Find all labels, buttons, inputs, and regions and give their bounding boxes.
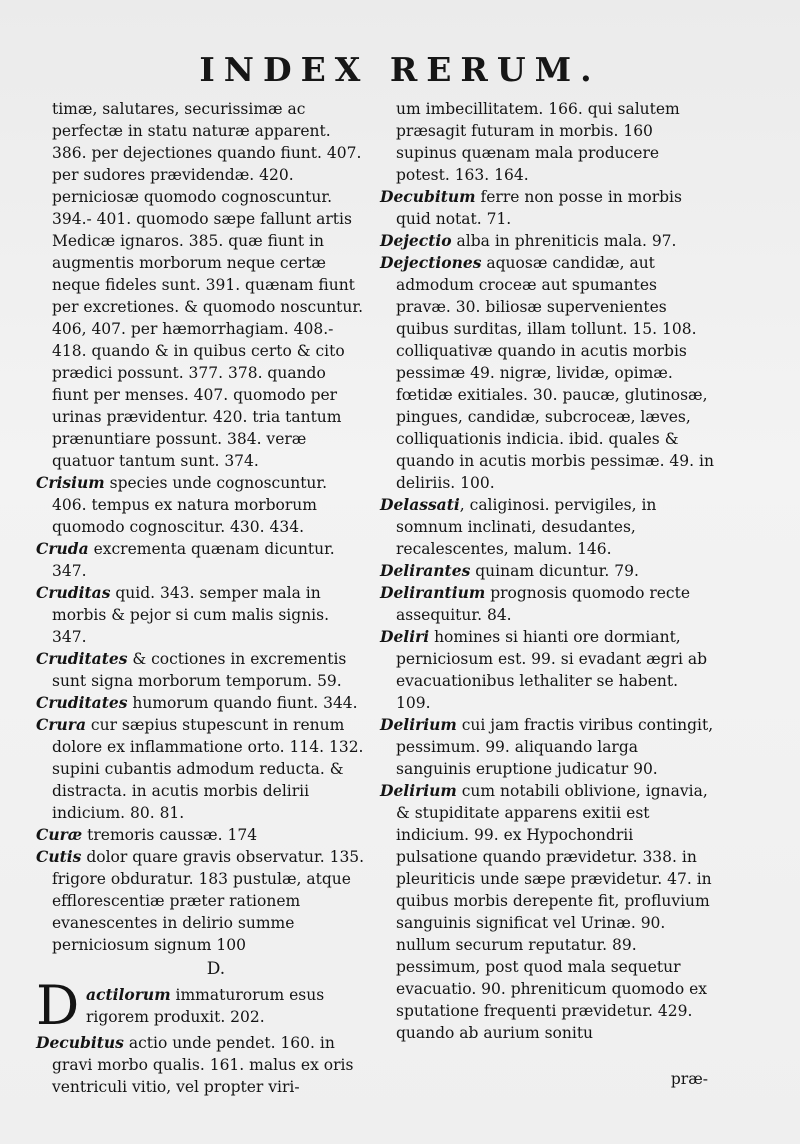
page-title: INDEX RERUM. (199, 50, 601, 89)
entry-headword: Crisium (36, 473, 105, 492)
index-entry (380, 626, 714, 714)
entry-headword: Cruditates (36, 693, 128, 712)
entry-headword: Delassati (380, 495, 460, 514)
left-entry-list-after (36, 1032, 366, 1098)
entry-text: cum notabili oblivione, ignavia, & stupiditate apparens exitii est indicium. 99. ex Hypochondrii pulsatione quando prævidetur. 338. in pleuriticis unde sæpe prævidetur. 47. in quibus morbis derepente fit, profluvium sanguinis significat vel Urinæ. 90. nullum securum reputatur. 89. pessimum, post quod mala sequetur evacuatio. 90. phreniticum quomodo ex sputatione frequenti prævidetur. 429. quando ab aurium sonitu (396, 782, 712, 1042)
entry-text: alba in phreniticis mala. 97. (451, 232, 677, 250)
entry-text: excrementa quænam dicuntur. 347. (52, 540, 335, 580)
index-entry (36, 714, 366, 824)
index-entry (36, 472, 366, 538)
index-entry (36, 824, 366, 846)
entry-text: dolor quare gravis observatur. 135. frigore obduratur. 183 pustulæ, atque efflorescentiæ præter rationem evanescentes in delirio summe perniciosum signum 100 (52, 848, 365, 954)
index-entry (36, 648, 366, 692)
index-entry (36, 538, 366, 582)
entry-headword: Crura (36, 715, 86, 734)
entry-text: aquosæ candidæ, aut admodum croceæ aut spumantes pravæ. 30. biliosæ supervenientes quibus surditas, illam tollunt. 15. 108. colliquativæ quando in acutis morbis pessimæ 49. nigræ, lividæ, opimæ. fœtidæ exitiales. 30. paucæ, glutinosæ, pingues, candidæ, subcroceæ, læves, colliquationis indicia. ibid. quales & quando in acutis morbis pessimæ. 49. in deliriis. 100. (396, 254, 714, 492)
entry-text: & coctiones in excrementis sunt signa morborum temporum. 59. (52, 650, 347, 690)
entry-text: immaturorum esus rigorem produxit. 202. (86, 986, 325, 1026)
entry-headword: Cruditates (36, 649, 128, 668)
entry-text: quid. 343. semper mala in morbis & pejor si cum malis signis. 347. (52, 584, 330, 646)
entry-headword: Cutis (36, 847, 82, 866)
continued-entry: timæ, salutares, securissimæ ac perfectæ in statu naturæ apparent. 386. per dejectiones quando fiunt. 407. per sudores prævidendæ. 420. perniciosæ quomodo cognoscuntur. 394.- 401. quomodo sæpe fallunt artis Medicæ ignaros. 385. quæ fiunt in augmentis morborum neque certæ neque fideles sunt. 391. quænam fiunt per excretiones. & quomodo noscuntur. 406, 407. per hæmorrhagiam. 408.- 418. quando & in quibus certo & cito prædici possunt. 377. 378. quando fiunt per menses. 407. quomodo per urinas prævidentur. 420. tria tantum prænuntiare possunt. 384. veræ quatuor tantum sunt. 374. (52, 100, 364, 470)
index-entry (36, 582, 366, 648)
entry-headword: Delirantium (380, 583, 486, 602)
index-entry (380, 230, 714, 252)
entry-text: quinam dicuntur. 79. (470, 562, 639, 580)
entry-headword: actilorum (86, 985, 171, 1004)
entry-text: species unde cognoscuntur. 406. tempus ex natura morborum quomodo cognoscitur. 430. 434. (52, 474, 328, 536)
continued-entry: um imbecillitatem. 166. qui salutem præsagit futuram in morbis. 160 supinus quænam mala producere potest. 163. 164. (396, 100, 680, 184)
entry-headword: Delirantes (380, 561, 471, 580)
index-entry (380, 252, 714, 494)
index-entry (380, 560, 714, 582)
dropcap-entry (36, 974, 366, 1037)
entry-headword: Delirium (380, 715, 457, 734)
entry-headword: Deliri (380, 627, 430, 646)
index-entry (380, 494, 714, 560)
entry-headword: Cruda (36, 539, 89, 558)
entry-text: ferre non posse in morbis quid notat. 71. (396, 188, 682, 228)
index-entry (36, 692, 366, 714)
index-entry (380, 186, 714, 230)
entry-headword: Decubitum (380, 187, 476, 206)
right-entry-list (380, 186, 714, 1044)
index-entry (36, 846, 366, 956)
left-entry-list (36, 472, 366, 956)
drop-cap-letter: D (36, 974, 80, 1037)
index-entry (380, 714, 714, 780)
catchword: præ- (670, 1070, 708, 1088)
entry-text: , caliginosi. pervigiles, in somnum inclinati, desudantes, recalescentes, malum. 146. (396, 496, 657, 558)
entry-headword: Curæ (36, 825, 83, 844)
index-entry (380, 582, 714, 626)
right-column (380, 98, 714, 1044)
entry-headword: Delirium (380, 781, 457, 800)
entry-text: cui jam fractis viribus contingit, pessimum. 99. aliquando larga sanguinis eruptione judicatur 90. (396, 716, 714, 778)
left-column (36, 98, 366, 1098)
entry-text: tremoris caussæ. 174 (82, 826, 258, 844)
index-entry (36, 1032, 366, 1098)
entry-headword: Dejectio (380, 231, 452, 250)
entry-text: prognosis quomodo recte assequitur. 84. (396, 584, 691, 624)
entry-headword: Dejectiones (380, 253, 482, 272)
index-entry (380, 780, 714, 1044)
entry-text: homines si hianti ore dormiant, perniciosum est. 99. si evadant ægri ab evacuationibus lethaliter se habent. 109. (396, 628, 708, 712)
entry-headword: Cruditas (36, 583, 111, 602)
entry-text: actio unde pendet. 160. in gravi morbo qualis. 161. malus ex oris ventriculi vitio, vel propter viri- (52, 1034, 354, 1096)
section-letter-heading: D. (206, 959, 226, 979)
entry-text: cur sæpius stupescunt in renum dolore ex inflammatione orto. 114. 132. supini cubantis admodum reducta. & distracta. in acutis morbis delirii indicium. 80. 81. (52, 716, 364, 822)
entry-headword: Decubitus (36, 1033, 124, 1052)
entry-text: humorum quando fiunt. 344. (127, 694, 358, 712)
